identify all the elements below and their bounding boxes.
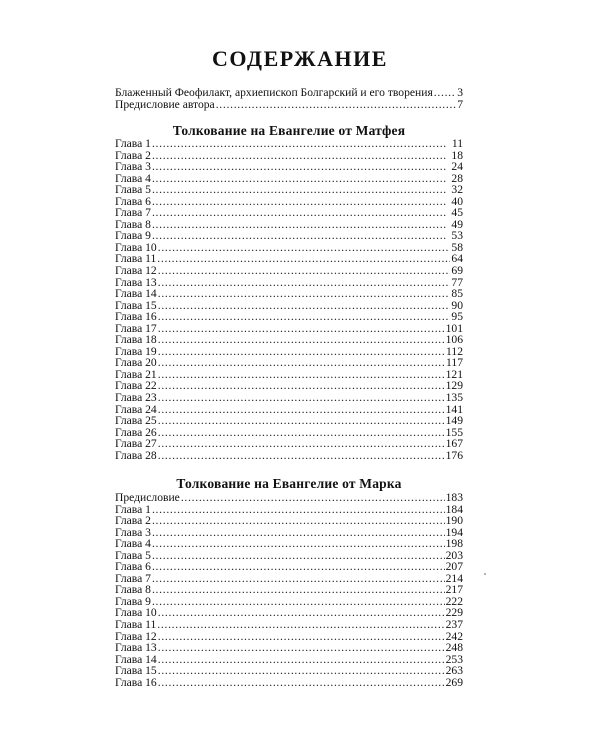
dot-leader [152,230,450,242]
dot-leader [158,415,445,427]
section-heading-mark: Толкование на Евангелие от Марка [176,476,402,491]
toc-entry-page: 69 [451,264,463,278]
toc-entry-label: Глава 17 [115,321,157,335]
toc-entry-page: 190 [445,514,463,528]
dot-leader [157,253,450,265]
toc-entry-label: Глава 9 [115,229,151,243]
dot-leader [158,357,445,369]
dot-leader [158,677,445,689]
toc-entry-page: 106 [445,333,463,347]
toc-entry[interactable] [115,277,463,289]
toc-entry[interactable] [115,573,463,585]
toc-entry[interactable] [115,654,463,666]
toc-entry[interactable] [115,631,463,643]
toc-entry[interactable] [115,427,463,439]
dot-leader [158,311,451,323]
toc-entry[interactable] [115,346,463,358]
dot-leader [152,207,450,219]
dot-leader [216,99,457,111]
dot-leader [158,392,445,404]
toc-entry-label: Глава 2 [115,148,151,162]
toc-entry-page: 167 [445,437,463,451]
toc-entry-label: Глава 26 [115,425,157,439]
toc-entry-label: Глава 24 [115,402,157,416]
dot-leader [158,607,445,619]
toc-entry-page: 237 [445,618,463,632]
toc-entry-label: Глава 10 [115,240,157,254]
toc-entry-page: 184 [445,502,463,516]
toc-entry-label: Глава 25 [115,414,157,428]
toc-entry-label: Предисловие автора [115,98,215,111]
toc-entry[interactable] [115,288,463,300]
intro-list [115,87,463,111]
toc-entry-label: Глава 23 [115,391,157,405]
dot-leader [158,450,445,462]
toc-entry-page: 207 [445,560,463,574]
dot-leader [152,184,450,196]
toc-entry[interactable] [115,150,463,162]
toc-entry-page: 183 [445,491,463,504]
toc-entry-label: Глава 11 [115,252,157,266]
dot-leader [158,427,445,439]
toc-entry-label: Глава 7 [115,571,151,585]
dot-leader [158,277,451,289]
toc-entry-label: Глава 3 [115,160,151,174]
dot-leader [152,527,445,539]
toc-entry-page: 58 [451,240,463,254]
toc-entry-label: Глава 19 [115,344,157,358]
toc-entry[interactable] [115,219,463,231]
toc-entry-page: 248 [445,641,463,655]
dot-leader [434,87,456,99]
toc-entry-label: Блаженный Феофилакт, архиепископ Болгарский и его творения [115,86,433,99]
toc-entry-page: 176 [445,448,463,462]
toc-entry-label: Глава 16 [115,310,157,324]
dot-leader [158,300,451,312]
toc-entry-label: Глава 11 [115,618,157,632]
toc-entry-page: 194 [445,525,463,539]
toc-entry-label: Глава 20 [115,356,157,370]
scan-speck [484,573,486,575]
dot-leader [152,196,450,208]
dot-leader [152,561,445,573]
toc-entry-page: 263 [445,664,463,678]
toc-entry[interactable] [115,99,463,111]
toc-entry-page: 64 [451,252,463,266]
toc-entry-label: Глава 21 [115,367,157,381]
toc-entry[interactable] [115,504,463,516]
toc-entry-label: Глава 1 [115,502,151,516]
toc-entry[interactable] [115,242,463,254]
dot-leader [152,573,445,585]
toc-entry[interactable] [115,607,463,619]
dot-leader [152,504,445,516]
toc-entry[interactable] [115,323,463,335]
toc-entry-label: Глава 27 [115,437,157,451]
toc-entry-label: Глава 8 [115,217,151,231]
toc-entry-page: 85 [451,287,463,301]
toc-entry[interactable] [115,665,463,677]
toc-entry-page: 203 [445,548,463,562]
toc-entry-page: 117 [446,356,463,370]
dot-leader [152,584,445,596]
toc-entry[interactable] [115,492,463,504]
toc-entry-label: Глава 1 [115,137,151,150]
dot-leader [158,665,445,677]
toc-entry[interactable] [115,265,463,277]
toc-entry-page: 135 [445,391,463,405]
dot-leader [152,596,445,608]
toc-entry-page: 18 [451,148,463,162]
toc-entry-page: 198 [445,537,463,551]
toc-entry[interactable] [115,538,463,550]
toc-entry-page: 253 [445,652,463,666]
toc-entry-label: Глава 4 [115,171,151,185]
toc-entry[interactable] [115,450,463,462]
toc-entry-page: 95 [451,310,463,324]
toc-entry-label: Глава 6 [115,560,151,574]
toc-entry-page: 45 [451,206,463,220]
toc-entry-page: 3 [457,86,463,99]
toc-entry[interactable] [115,380,463,392]
toc-entry[interactable] [115,561,463,573]
toc-list-mark [115,492,463,688]
dot-leader [158,404,445,416]
dot-leader [152,173,450,185]
toc-entry-label: Глава 12 [115,264,157,278]
dot-leader [152,219,450,231]
toc-entry-page: 129 [445,379,463,393]
dot-leader [158,642,445,654]
toc-entry-page: 28 [451,171,463,185]
dot-leader [158,438,445,450]
toc-entry[interactable] [115,357,463,369]
toc-list-matthew [115,138,463,461]
dot-leader [158,346,445,358]
toc-entry-page: 11 [451,137,463,150]
toc-entry-label: Глава 6 [115,194,151,208]
toc-entry[interactable] [115,196,463,208]
toc-entry-page: 24 [451,160,463,174]
toc-entry[interactable] [115,334,463,346]
toc-entry-label: Предисловие [115,491,180,504]
toc-entry-label: Глава 13 [115,275,157,289]
toc-entry[interactable] [115,584,463,596]
toc-entry[interactable] [115,392,463,404]
toc-entry-page: 217 [445,583,463,597]
toc-entry[interactable] [115,300,463,312]
dot-leader [158,334,445,346]
dot-leader [158,369,445,381]
toc-entry[interactable] [115,369,463,381]
toc-entry-label: Глава 5 [115,183,151,197]
dot-leader [181,492,445,504]
toc-entry-page: 149 [445,414,463,428]
toc-entry-page: 101 [445,321,463,335]
toc-entry-page: 141 [445,402,463,416]
toc-entry-label: Глава 16 [115,675,157,689]
dot-leader [152,550,445,562]
toc-entry[interactable] [115,438,463,450]
toc-entry-page: 90 [451,298,463,312]
toc-entry[interactable] [115,253,463,265]
toc-entry-label: Глава 14 [115,287,157,301]
toc-entry-page: 155 [445,425,463,439]
toc-entry-label: Глава 28 [115,448,157,462]
toc-entry[interactable] [115,404,463,416]
toc-entry-page: 40 [451,194,463,208]
dot-leader [152,538,445,550]
dot-leader [152,161,450,173]
toc-entry-page: 229 [445,606,463,620]
toc-entry-page: 7 [457,98,463,111]
toc-entry-label: Глава 18 [115,333,157,347]
toc-entry[interactable] [115,184,463,196]
toc-entry-page: 214 [445,571,463,585]
toc-entry-page: 32 [451,183,463,197]
toc-entry-label: Глава 8 [115,583,151,597]
toc-entry[interactable] [115,515,463,527]
toc-entry[interactable] [115,230,463,242]
toc-entry-label: Глава 2 [115,514,151,528]
toc-entry-label: Глава 4 [115,537,151,551]
toc-entry-label: Глава 14 [115,652,157,666]
toc-entry-label: Глава 7 [115,206,151,220]
toc-entry-label: Глава 15 [115,298,157,312]
toc-entry-page: 269 [445,675,463,689]
toc-entry-page: 112 [446,344,463,358]
dot-leader [158,631,445,643]
toc-entry[interactable] [115,642,463,654]
dot-leader [152,138,451,150]
toc-entry-label: Глава 12 [115,629,157,643]
toc-entry[interactable] [115,550,463,562]
toc-entry-page: 242 [445,629,463,643]
toc-entry-label: Глава 10 [115,606,157,620]
toc-entry-label: Глава 3 [115,525,151,539]
toc-entry-label: Глава 13 [115,641,157,655]
dot-leader [158,654,445,666]
toc-entry[interactable] [115,619,463,631]
dot-leader [157,619,444,631]
toc-entry[interactable] [115,527,463,539]
toc-entry[interactable] [115,677,463,689]
toc-entry-page: 49 [451,217,463,231]
section-heading-matthew: Толкование на Евангелие от Матфея [172,123,406,138]
dot-leader [152,515,445,527]
toc-entry[interactable] [115,138,463,150]
dot-leader [152,150,450,162]
dot-leader [158,323,445,335]
page-title: СОДЕРЖАНИЕ [212,46,388,71]
dot-leader [158,380,445,392]
toc-entry[interactable] [115,311,463,323]
dot-leader [158,288,451,300]
toc-entry[interactable] [115,173,463,185]
toc-entry[interactable] [115,596,463,608]
toc-entry[interactable] [115,161,463,173]
toc-entry-page: 222 [445,594,463,608]
dot-leader [158,265,451,277]
toc-entry-page: 77 [451,275,463,289]
dot-leader [158,242,451,254]
toc-entry-page: 53 [451,229,463,243]
toc-entry-label: Глава 5 [115,548,151,562]
toc-entry-page: 121 [445,367,463,381]
toc-entry-label: Глава 22 [115,379,157,393]
toc-entry[interactable] [115,207,463,219]
toc-entry-label: Глава 15 [115,664,157,678]
toc-entry-label: Глава 9 [115,594,151,608]
toc-entry[interactable] [115,415,463,427]
